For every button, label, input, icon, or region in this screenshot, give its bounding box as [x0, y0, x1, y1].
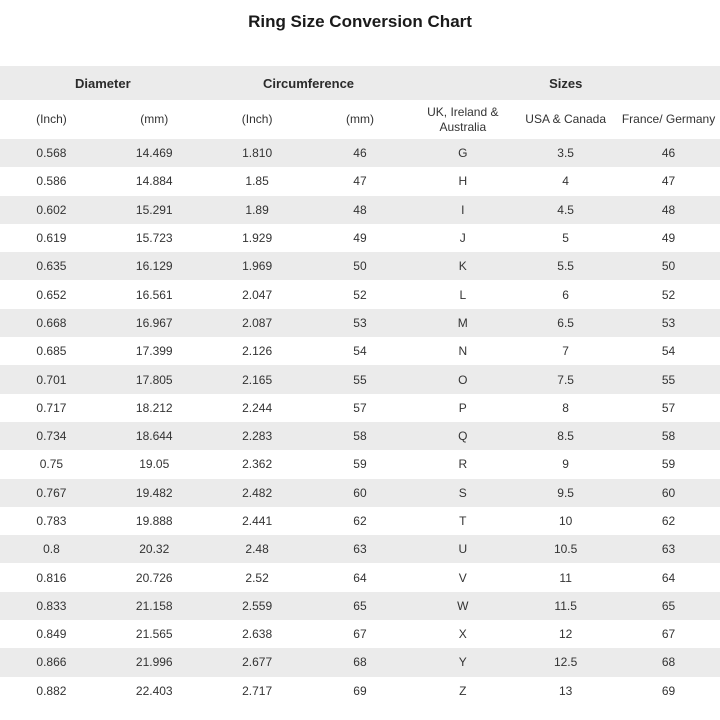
- cell-size-usa-canada: 12: [558, 627, 573, 642]
- cell-size-france-germany: 57: [661, 400, 676, 415]
- cell-diameter-mm: 19.888: [135, 514, 173, 528]
- cell-size-france-germany: 46: [661, 146, 676, 161]
- group-header-diameter: Diameter: [75, 75, 131, 91]
- table-row: [0, 507, 720, 535]
- cell-diameter-inch: 0.586: [36, 174, 67, 189]
- column-header-france-germany: France/ Germany: [621, 112, 716, 126]
- table-row: [0, 224, 720, 252]
- cell-diameter-mm: 15.291: [135, 202, 173, 217]
- cell-circumference-inch: 2.441: [242, 514, 273, 528]
- cell-size-uk-ireland-australia: X: [458, 627, 467, 642]
- table-row: [0, 167, 720, 195]
- cell-circumference-mm: 57: [353, 400, 367, 415]
- cell-circumference-mm: 46: [353, 146, 367, 161]
- cell-diameter-inch: 0.652: [36, 287, 67, 302]
- cell-diameter-inch: 0.75: [39, 457, 64, 472]
- cell-circumference-mm: 53: [353, 315, 367, 330]
- table-row: [0, 394, 720, 422]
- column-header-diameter-mm: (mm): [140, 112, 169, 126]
- cell-size-france-germany: 63: [661, 542, 676, 557]
- table-row: [0, 139, 720, 167]
- cell-circumference-mm: 65: [353, 598, 367, 613]
- table-row: [0, 309, 720, 337]
- column-header-circumference-mm: (mm): [345, 112, 374, 126]
- cell-size-france-germany: 68: [661, 655, 676, 670]
- cell-diameter-inch: 0.734: [36, 429, 67, 444]
- cell-size-uk-ireland-australia: P: [458, 400, 467, 415]
- cell-size-uk-ireland-australia: I: [461, 202, 465, 217]
- cell-diameter-mm: 14.884: [135, 174, 173, 189]
- cell-diameter-mm: 18.644: [135, 429, 173, 444]
- cell-diameter-inch: 0.717: [36, 400, 67, 415]
- cell-size-france-germany: 50: [661, 259, 676, 274]
- cell-circumference-mm: 48: [353, 202, 367, 217]
- cell-size-usa-canada: 4: [562, 174, 569, 189]
- cell-circumference-inch: 2.677: [242, 655, 273, 670]
- cell-diameter-mm: 16.967: [135, 315, 173, 330]
- cell-circumference-inch: 2.126: [242, 344, 273, 359]
- cell-size-france-germany: 53: [661, 315, 676, 330]
- cell-size-usa-canada: 7: [562, 344, 569, 359]
- cell-circumference-inch: 1.89: [245, 202, 269, 217]
- cell-circumference-inch: 1.810: [242, 146, 273, 161]
- cell-size-uk-ireland-australia: Z: [459, 683, 467, 698]
- cell-diameter-mm: 16.561: [135, 287, 173, 302]
- cell-size-usa-canada: 8: [562, 400, 569, 415]
- cell-size-uk-ireland-australia: Y: [458, 655, 467, 670]
- cell-diameter-inch: 0.635: [36, 259, 67, 274]
- cell-diameter-inch: 0.816: [36, 570, 67, 585]
- cell-circumference-inch: 2.087: [242, 315, 273, 330]
- cell-circumference-mm: 47: [353, 174, 367, 189]
- cell-diameter-mm: 17.399: [135, 344, 173, 359]
- cell-circumference-mm: 54: [353, 344, 367, 359]
- ring-size-conversion-table: [0, 66, 720, 705]
- cell-size-usa-canada: 6: [562, 287, 569, 302]
- cell-size-usa-canada: 7.5: [557, 372, 574, 387]
- table-row: [0, 280, 720, 308]
- group-header-row: [0, 66, 720, 100]
- cell-diameter-inch: 0.568: [36, 146, 67, 161]
- cell-circumference-mm: 62: [353, 514, 367, 528]
- cell-circumference-inch: 1.969: [242, 259, 273, 274]
- cell-diameter-mm: 19.05: [139, 457, 170, 472]
- cell-size-france-germany: 47: [661, 174, 676, 189]
- cell-circumference-inch: 2.482: [242, 485, 273, 500]
- cell-size-usa-canada: 3.5: [557, 146, 574, 161]
- page-title: Ring Size Conversion Chart: [248, 12, 472, 31]
- cell-diameter-mm: 20.32: [139, 542, 170, 557]
- cell-diameter-inch: 0.849: [36, 627, 67, 642]
- cell-circumference-inch: 1.85: [245, 174, 269, 189]
- table-row: [0, 479, 720, 507]
- cell-circumference-inch: 2.362: [242, 457, 273, 472]
- cell-size-france-germany: 64: [661, 570, 676, 585]
- cell-circumference-inch: 2.165: [242, 372, 273, 387]
- cell-circumference-inch: 2.48: [245, 542, 269, 557]
- cell-size-usa-canada: 10.5: [553, 542, 578, 557]
- cell-circumference-mm: 52: [353, 287, 367, 302]
- cell-diameter-inch: 0.602: [36, 202, 67, 217]
- cell-size-usa-canada: 9.5: [557, 485, 574, 500]
- cell-size-uk-ireland-australia: T: [459, 514, 467, 528]
- cell-circumference-inch: 2.717: [242, 683, 273, 698]
- cell-size-usa-canada: 6.5: [557, 315, 574, 330]
- column-header-usa-canada: USA & Canada: [525, 112, 606, 126]
- cell-size-uk-ireland-australia: Q: [458, 429, 468, 444]
- cell-size-france-germany: 65: [661, 598, 676, 613]
- cell-circumference-mm: 64: [353, 570, 367, 585]
- cell-size-uk-ireland-australia: H: [458, 174, 468, 189]
- table-row: [0, 677, 720, 705]
- cell-size-france-germany: 59: [661, 457, 676, 472]
- cell-diameter-mm: 16.129: [135, 259, 173, 274]
- cell-circumference-inch: 2.638: [242, 627, 273, 642]
- cell-size-usa-canada: 9: [562, 457, 569, 472]
- cell-size-france-germany: 62: [661, 514, 676, 528]
- cell-size-uk-ireland-australia: G: [458, 146, 468, 161]
- cell-size-usa-canada: 4.5: [557, 202, 574, 217]
- cell-size-france-germany: 60: [661, 485, 676, 500]
- cell-diameter-mm: 22.403: [135, 683, 173, 698]
- cell-circumference-mm: 59: [353, 457, 367, 472]
- cell-size-usa-canada: 10: [558, 514, 573, 528]
- cell-size-france-germany: 69: [661, 683, 676, 698]
- cell-size-uk-ireland-australia: U: [458, 542, 468, 557]
- table-row: [0, 365, 720, 393]
- cell-circumference-inch: 2.283: [242, 429, 273, 444]
- cell-size-france-germany: 67: [661, 627, 676, 642]
- cell-diameter-mm: 21.565: [135, 627, 173, 642]
- cell-circumference-inch: 2.047: [242, 287, 273, 302]
- table-row: [0, 252, 720, 280]
- cell-size-usa-canada: 11: [559, 570, 572, 585]
- cell-circumference-mm: 69: [353, 683, 367, 698]
- cell-circumference-mm: 50: [353, 259, 367, 274]
- cell-diameter-inch: 0.767: [36, 485, 67, 500]
- cell-size-france-germany: 58: [661, 429, 676, 444]
- cell-circumference-mm: 60: [353, 485, 367, 500]
- cell-size-uk-ireland-australia: L: [459, 287, 467, 302]
- cell-size-uk-ireland-australia: K: [458, 259, 467, 274]
- cell-size-uk-ireland-australia: M: [457, 315, 468, 330]
- table-row: [0, 337, 720, 365]
- table-row: [0, 196, 720, 224]
- table-row: [0, 648, 720, 676]
- column-header-uk-ireland-australia: UK, Ireland & Australia: [427, 104, 499, 134]
- cell-diameter-mm: 19.482: [135, 485, 173, 500]
- cell-size-uk-ireland-australia: J: [459, 231, 466, 246]
- cell-size-usa-canada: 5.5: [557, 259, 574, 274]
- cell-diameter-mm: 14.469: [135, 146, 173, 161]
- cell-size-usa-canada: 8.5: [557, 429, 574, 444]
- cell-size-france-germany: 49: [661, 231, 676, 246]
- cell-diameter-mm: 21.996: [135, 655, 173, 670]
- group-header-circumference: Circumference: [263, 75, 355, 91]
- cell-size-usa-canada: 12.5: [553, 655, 578, 670]
- cell-circumference-mm: 68: [353, 655, 367, 670]
- table-header: [0, 66, 720, 139]
- cell-size-usa-canada: 13: [558, 683, 573, 698]
- cell-size-uk-ireland-australia: V: [458, 570, 467, 585]
- cell-diameter-inch: 0.668: [36, 315, 67, 330]
- column-header-circumference-inch: (Inch): [241, 112, 273, 126]
- cell-circumference-inch: 2.52: [245, 570, 269, 585]
- cell-size-uk-ireland-australia: S: [458, 485, 467, 500]
- table-row: [0, 450, 720, 478]
- cell-size-uk-ireland-australia: W: [457, 598, 469, 613]
- cell-diameter-mm: 21.158: [135, 598, 173, 613]
- column-header-diameter-inch: (Inch): [36, 112, 67, 126]
- table-body: [0, 139, 720, 705]
- cell-circumference-inch: 2.244: [242, 400, 273, 415]
- column-header-row: [0, 100, 720, 139]
- cell-diameter-mm: 17.805: [135, 372, 173, 387]
- table-row: [0, 422, 720, 450]
- cell-size-uk-ireland-australia: O: [458, 372, 468, 387]
- group-header-sizes: Sizes: [549, 75, 583, 91]
- cell-size-france-germany: 54: [661, 344, 676, 359]
- cell-size-uk-ireland-australia: R: [458, 457, 468, 472]
- table-row: [0, 620, 720, 648]
- cell-diameter-mm: 15.723: [135, 231, 173, 246]
- cell-circumference-inch: 1.929: [242, 231, 273, 246]
- cell-diameter-inch: 0.882: [36, 683, 67, 698]
- cell-circumference-inch: 2.559: [242, 598, 273, 613]
- cell-diameter-inch: 0.833: [36, 598, 67, 613]
- cell-diameter-inch: 0.866: [36, 655, 67, 670]
- cell-diameter-inch: 0.783: [36, 514, 67, 528]
- cell-circumference-mm: 58: [353, 429, 367, 444]
- cell-diameter-inch: 0.8: [43, 542, 60, 557]
- cell-diameter-mm: 18.212: [135, 400, 173, 415]
- cell-size-france-germany: 48: [661, 202, 676, 217]
- cell-diameter-inch: 0.701: [36, 372, 67, 387]
- table-row: [0, 563, 720, 591]
- cell-diameter-mm: 20.726: [135, 570, 173, 585]
- cell-circumference-mm: 49: [353, 231, 367, 246]
- cell-circumference-mm: 67: [353, 627, 367, 642]
- table-row: [0, 535, 720, 563]
- cell-circumference-mm: 55: [353, 372, 367, 387]
- cell-diameter-inch: 0.619: [36, 231, 67, 246]
- cell-size-usa-canada: 5: [562, 231, 569, 246]
- cell-size-france-germany: 52: [661, 287, 676, 302]
- cell-diameter-inch: 0.685: [36, 344, 67, 359]
- cell-size-uk-ireland-australia: N: [458, 344, 468, 359]
- cell-size-usa-canada: 11.5: [554, 598, 577, 613]
- cell-circumference-mm: 63: [353, 542, 367, 557]
- table-row: [0, 592, 720, 620]
- cell-size-france-germany: 55: [661, 372, 676, 387]
